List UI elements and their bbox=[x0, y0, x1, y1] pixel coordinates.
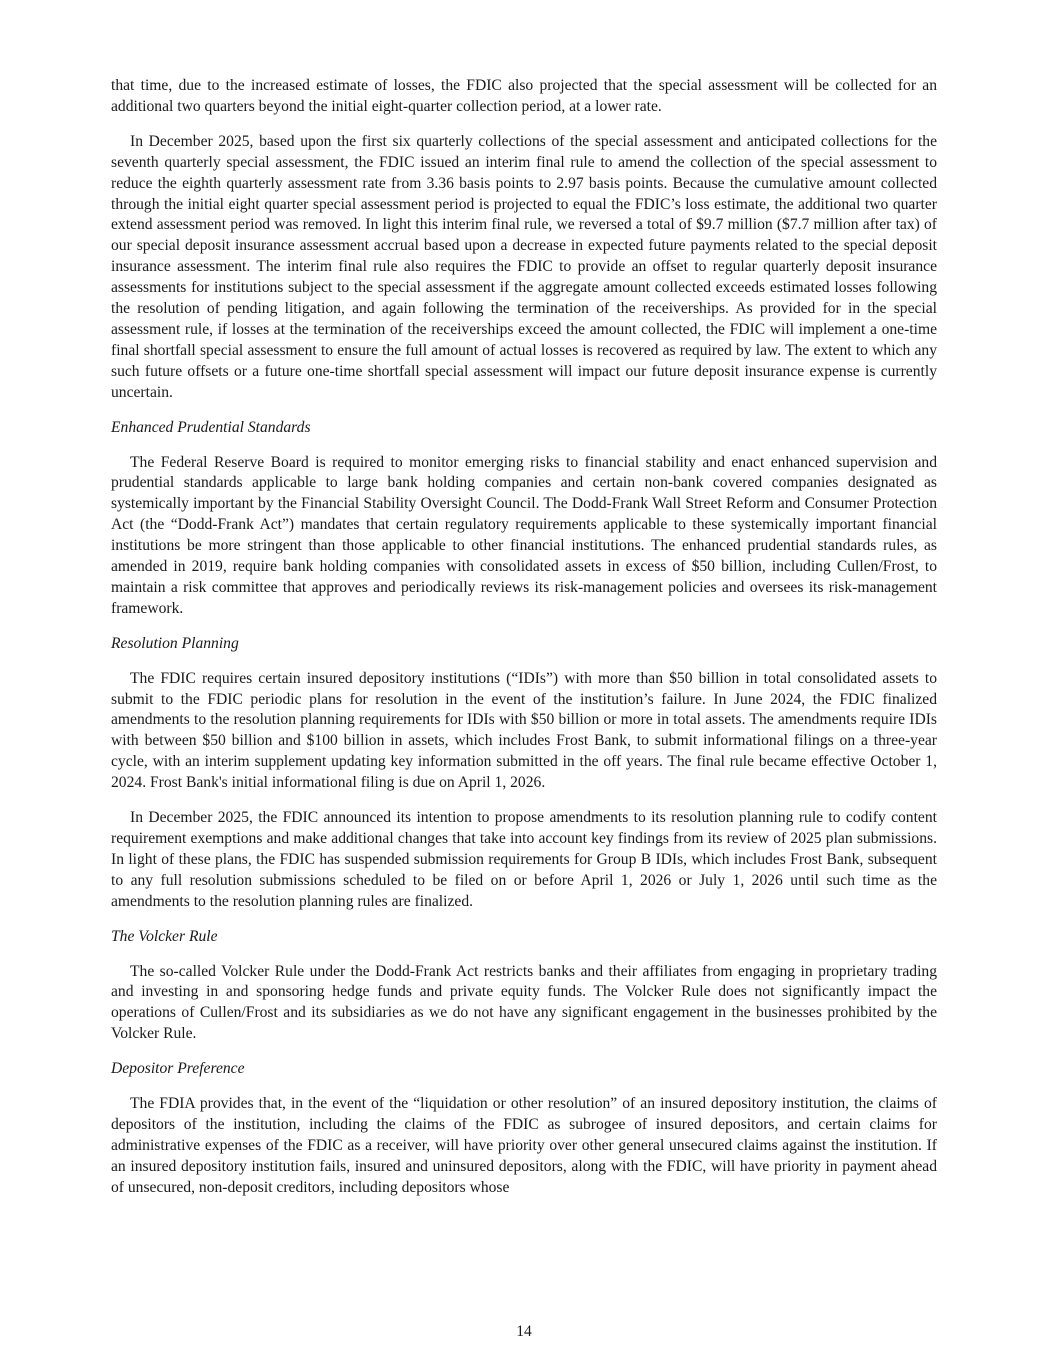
page-number: 14 bbox=[516, 1323, 532, 1340]
heading-enhanced-prudential-standards: Enhanced Prudential Standards bbox=[111, 418, 311, 436]
paragraph-depositor-preference: The FDIA provides that, in the event of the “liquidation or other resolution” of an insured depository institution, the claims of depositors of the institution, including the claims of the FDIC as subrogee of insured depositors, and certain claims for administrative expenses of the FDIC as a receiver, will have priority over other general unsecured claims against the institution. If an insured depository institution fails, insured and uninsured depositors, along with the FDIC, will have priority in payment ahead of unsecured, non-deposit creditors, including depositors whose bbox=[111, 1095, 937, 1196]
paragraph-special-assessment-update: In December 2025, based upon the first six quarterly collections of the special assessment and anticipated collections for the seventh quarterly special assessment, the FDIC issued an interim final rule to amend the collection of the special assessment to reduce the eighth quarterly assessment rate from 3.36 basis points to 2.97 basis points. Because the cumulative amount collected through the initial eight quarter special assessment period is projected to equal the FDIC’s loss estimate, the additional two quarter extend assessment period was removed. In light this interim final rule, we reversed a total of $9.7 million ($7.7 million after tax) of our special deposit insurance assessment accrual based upon a decrease in expected future payments related to the special deposit insurance assessment. The interim final rule also requires the FDIC to provide an offset to regular quarterly deposit insurance assessments for institutions subject to the special assessment if the aggregate amount collected exceeds estimated losses following the resolution of pending litigation, and again following the termination of the receiverships. As provided for in the special assessment rule, if losses at the termination of the receiverships exceed the amount collected, the FDIC will implement a one-time final shortfall special assessment to ensure the full amount of actual losses is recovered as required by law. The extent to which any such future offsets or a future one-time shortfall special assessment will impact our future deposit insurance expense is currently uncertain. bbox=[111, 132, 937, 401]
paragraph-volcker-rule: The so-called Volcker Rule under the Dodd-Frank Act restricts banks and their affiliates from engaging in proprietary trading and investing in and sponsoring hedge funds and private equity funds. The Volcker Rule does not significantly impact the operations of Cullen/Frost and its subsidiaries as we do not have any significant engagement in the businesses prohibited by the Volcker Rule. bbox=[111, 962, 937, 1043]
paragraph-enhanced-prudential-standards: The Federal Reserve Board is required to monitor emerging risks to financial stability and enact enhanced supervision and prudential standards applicable to large bank holding companies and certain non-bank covered companies designated as systemically important by the Financial Stability Oversight Council. The Dodd-Frank Wall Street Reform and Consumer Protection Act (the “Dodd-Frank Act”) mandates that certain regulatory requirements applicable to these systemically important financial institutions be more stringent than those applicable to other financial institutions. The enhanced prudential standards rules, as amended in 2019, require bank holding companies with consolidated assets in excess of $50 billion, including Cullen/Frost, to maintain a risk committee that approves and periodically reviews its risk-management policies and oversees its risk-management framework. bbox=[111, 453, 937, 617]
heading-depositor-preference: Depositor Preference bbox=[111, 1060, 245, 1078]
heading-resolution-planning: Resolution Planning bbox=[111, 634, 239, 652]
paragraph-intro-continued: that time, due to the increased estimate of losses, the FDIC also projected that the special assessment will be collected for an additional two quarters beyond the initial eight-quarter collection period, at a lower rate. bbox=[111, 77, 937, 115]
heading-volcker-rule: The Volcker Rule bbox=[111, 927, 218, 945]
paragraph-resolution-planning-1: The FDIC requires certain insured depository institutions (“IDIs”) with more than $50 billion in total consolidated assets to submit to the FDIC periodic plans for resolution in the event of the institution’s failure. In June 2024, the FDIC finalized amendments to the resolution planning requirements for IDIs with $50 billion or more in total assets. The amendments require IDIs with between $50 billion and $100 billion in assets, which includes Frost Bank, to submit informational filings on a three-year cycle, with an interim supplement updating key information submitted in the off years. The final rule became effective October 1, 2024. Frost Bank's initial informational filing is due on April 1, 2026. bbox=[111, 669, 937, 792]
paragraph-resolution-planning-2: In December 2025, the FDIC announced its intention to propose amendments to its resolution planning rule to codify content requirement exemptions and make additional changes that take into account key findings from its review of 2025 plan submissions. In light of these plans, the FDIC has suspended submission requirements for Group B IDIs, which includes Frost Bank, subsequent to any full resolution submissions scheduled to be filed on or before April 1, 2026 or July 1, 2026 until such time as the amendments to the resolution planning rules are finalized. bbox=[111, 809, 937, 910]
document-page bbox=[111, 76, 937, 1213]
